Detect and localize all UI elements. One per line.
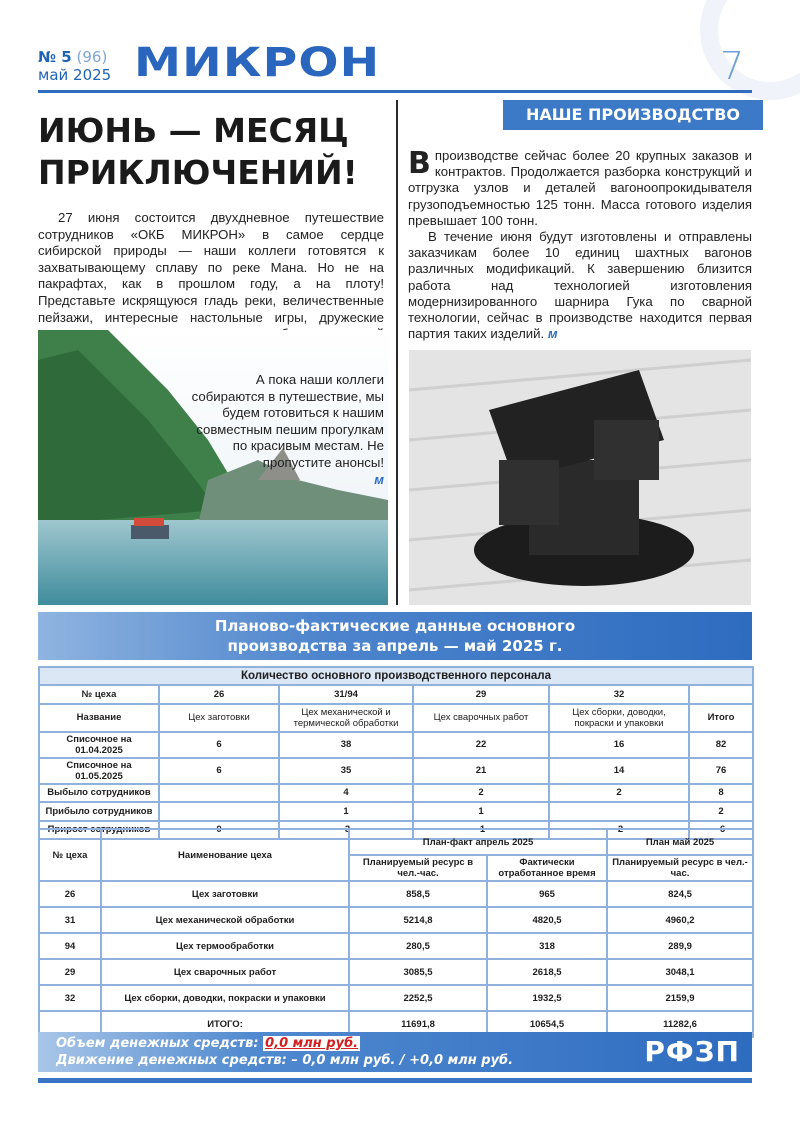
ceh-number: 26 bbox=[159, 685, 279, 704]
cell: 6 bbox=[159, 758, 279, 784]
cell-name: Цех заготовки bbox=[101, 881, 349, 907]
cell: 8 bbox=[689, 784, 753, 803]
cell-plan: 5214,8 bbox=[349, 907, 487, 933]
ceh-name: Итого bbox=[689, 704, 753, 732]
cell-fact: 2618,5 bbox=[487, 959, 607, 985]
cell-plan: 280,5 bbox=[349, 933, 487, 959]
cell: 1 bbox=[279, 802, 413, 821]
table-row bbox=[39, 881, 753, 907]
production-article bbox=[408, 148, 752, 342]
cell: 38 bbox=[279, 732, 413, 758]
table-row bbox=[39, 985, 753, 1011]
cell-may: 2159,9 bbox=[607, 985, 753, 1011]
product-photo bbox=[409, 350, 751, 605]
cell: -2 bbox=[549, 821, 689, 840]
cell-may: 289,9 bbox=[607, 933, 753, 959]
sub-may-header: Планируемый ресурс в чел.-час. bbox=[607, 855, 753, 881]
page-number: 7 bbox=[720, 44, 745, 88]
volume-line bbox=[56, 1036, 360, 1051]
cell-may: 4960,2 bbox=[607, 907, 753, 933]
cell: 1 bbox=[413, 802, 549, 821]
article-body-continued bbox=[180, 372, 384, 488]
production-para-1 bbox=[408, 148, 752, 229]
table-row bbox=[39, 802, 753, 821]
cell: -1 bbox=[413, 821, 549, 840]
finance-footer bbox=[38, 1032, 752, 1072]
cell-may: 824,5 bbox=[607, 881, 753, 907]
cell: 82 bbox=[689, 732, 753, 758]
ceh-name: Цех сборки, доводки, покраски и упаковки bbox=[549, 704, 689, 732]
col-ceh-header: № цеха bbox=[39, 829, 101, 881]
issue-info bbox=[38, 48, 111, 84]
cell-ceh: 31 bbox=[39, 907, 101, 933]
cell: 14 bbox=[549, 758, 689, 784]
ceh-number: 29 bbox=[413, 685, 549, 704]
cell: -3 bbox=[279, 821, 413, 840]
gear-watermark-icon bbox=[700, 0, 800, 100]
total-plan: 11691,8 bbox=[349, 1011, 487, 1037]
ceh-label: № цеха bbox=[39, 685, 159, 704]
ceh-number bbox=[689, 685, 753, 704]
newspaper-logo: МИКРОН bbox=[134, 40, 381, 86]
sub-plan-header: Планируемый ресурс в чел.-час. bbox=[349, 855, 487, 881]
cell-ceh: 26 bbox=[39, 881, 101, 907]
cell-name: Цех термообработки bbox=[101, 933, 349, 959]
ceh-name: Цех заготовки bbox=[159, 704, 279, 732]
ceh-number: 31/94 bbox=[279, 685, 413, 704]
staff-table-caption: Количество основного производственного персонала bbox=[39, 667, 753, 685]
table-row bbox=[39, 933, 753, 959]
cell-ceh: 32 bbox=[39, 985, 101, 1011]
issue-date: май 2025 bbox=[38, 66, 112, 84]
cell-fact: 965 bbox=[487, 881, 607, 907]
cell: 16 bbox=[549, 732, 689, 758]
cell-name: Цех сварочных работ bbox=[101, 959, 349, 985]
row-label: Списочное на 01.05.2025 bbox=[39, 758, 159, 784]
signature-icon: м bbox=[374, 471, 384, 487]
cell-ceh: 29 bbox=[39, 959, 101, 985]
table-row bbox=[39, 959, 753, 985]
col-name-header: Наименование цеха bbox=[101, 829, 349, 881]
group-may-header: План май 2025 bbox=[607, 829, 753, 855]
sub-fact-header: Фактически отработанное время bbox=[487, 855, 607, 881]
cell: -6 bbox=[689, 821, 753, 840]
cell: 76 bbox=[689, 758, 753, 784]
total-fact: 10654,5 bbox=[487, 1011, 607, 1037]
para-1-text: производстве сейчас более 20 крупных заказов и контрактов. Продолжается разборка конструкций и отгрузка узлов и деталей вагоноопрокидывателя грузоподъемностью 125 тонн. Масса готового изделия превышает 100 тонн. bbox=[408, 148, 752, 228]
movement-label: Движение денежных средств: bbox=[56, 1053, 287, 1068]
section-tag: НАШЕ ПРОИЗВОДСТВО bbox=[503, 100, 763, 130]
column-divider bbox=[396, 100, 398, 605]
brand-label: РФЗП bbox=[644, 1035, 740, 1068]
cell: 4 bbox=[279, 784, 413, 803]
cell-fact: 318 bbox=[487, 933, 607, 959]
row-label: Выбыло сотрудников bbox=[39, 784, 159, 803]
movement-value: – 0,0 млн руб. / +0,0 млн руб. bbox=[291, 1053, 514, 1068]
cell-name: Цех механической обработки bbox=[101, 907, 349, 933]
cell-fact: 4820,5 bbox=[487, 907, 607, 933]
cell-fact: 1932,5 bbox=[487, 985, 607, 1011]
band-line-1: Планово-фактические данные основного bbox=[214, 617, 576, 635]
article-body: 27 июня состоится двухдневное путешествие сотрудников «ОКБ МИКРОН» в самое сердце сибирской природы — наши коллеги готовятся к захватывающему сплаву по реке Мана. Но не на пакрафтах, как в прошлом году, а на плоту! Представьте искрящуюся гладь реки, величественные пейзажи, интересные настольные игры, дружеские bbox=[38, 210, 384, 325]
issue-number: № 5 bbox=[38, 48, 72, 66]
table-row bbox=[39, 907, 753, 933]
cell bbox=[159, 784, 279, 803]
plan-fact-table bbox=[38, 828, 754, 1038]
table-section-title bbox=[38, 612, 752, 660]
cell: 22 bbox=[413, 732, 549, 758]
staff-table bbox=[38, 666, 754, 840]
row-label: Списочное на 01.04.2025 bbox=[39, 732, 159, 758]
table-row bbox=[39, 758, 753, 784]
volume-value: 0,0 млн руб. bbox=[265, 1036, 359, 1051]
movement-line bbox=[56, 1053, 513, 1068]
article-headline bbox=[38, 110, 378, 194]
cell-may: 3048,1 bbox=[607, 959, 753, 985]
ceh-name: Цех сварочных работ bbox=[413, 704, 549, 732]
total-may: 11282,6 bbox=[607, 1011, 753, 1037]
group-april-header: План-факт апрель 2025 bbox=[349, 829, 607, 855]
cell: 0 bbox=[159, 821, 279, 840]
cell: 2 bbox=[689, 802, 753, 821]
ceh-name: Цех механической и термической обработки bbox=[279, 704, 413, 732]
cell-name: Цех сборки, доводки, покраски и упаковки bbox=[101, 985, 349, 1011]
cell bbox=[159, 802, 279, 821]
headline-line-1: ИЮНЬ — МЕСЯЦ bbox=[38, 111, 349, 150]
issue-total: (96) bbox=[76, 48, 108, 66]
cell: 21 bbox=[413, 758, 549, 784]
ceh-number: 32 bbox=[549, 685, 689, 704]
name-label: Название bbox=[39, 704, 159, 732]
dropcap: В bbox=[408, 146, 431, 181]
footer-rule bbox=[38, 1078, 752, 1083]
production-para-2 bbox=[408, 229, 752, 342]
headline-line-2: ПРИКЛЮЧЕНИЙ! bbox=[38, 153, 358, 192]
table-row bbox=[39, 784, 753, 803]
total-label: ИТОГО: bbox=[101, 1011, 349, 1037]
header-rule bbox=[38, 90, 752, 93]
cell-plan: 858,5 bbox=[349, 881, 487, 907]
article-tail-text: А пока наши коллеги собираются в путешествие, мы будем готовиться к нашим совместным пешим прогулкам по красивым местам. Не пропустите анонсы! bbox=[191, 372, 384, 470]
cell: 2 bbox=[413, 784, 549, 803]
para-2-text: В течение июня будут изготовлены и отправлены заказчикам более 10 единиц шахтных вагонов различных модификаций. К завершению близится работа над технологией изготовления модернизированного шарнира Гука по сварной технологии, сейчас в производстве находится первая партия таких изделий. bbox=[408, 229, 752, 342]
signature-icon: м bbox=[547, 326, 558, 342]
volume-label: Объем денежных средств: bbox=[56, 1036, 259, 1051]
cell-ceh: 94 bbox=[39, 933, 101, 959]
row-label: Прирост сотрудников bbox=[39, 821, 159, 840]
cell: 2 bbox=[549, 784, 689, 803]
cell-plan: 2252,5 bbox=[349, 985, 487, 1011]
band-line-2: производства за апрель — май 2025 г. bbox=[227, 637, 563, 655]
table-row bbox=[39, 732, 753, 758]
cell bbox=[549, 802, 689, 821]
cell: 35 bbox=[279, 758, 413, 784]
cell: 6 bbox=[159, 732, 279, 758]
row-label: Прибыло сотрудников bbox=[39, 802, 159, 821]
cell-plan: 3085,5 bbox=[349, 959, 487, 985]
